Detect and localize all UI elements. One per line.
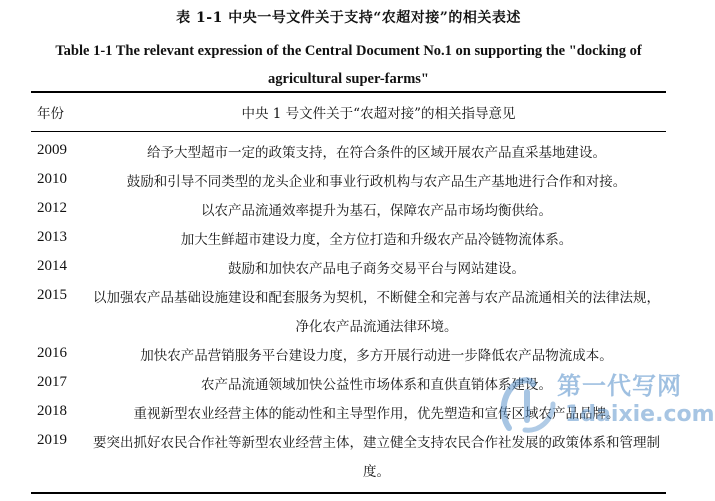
watermark-logo-icon (495, 370, 565, 440)
table-row (31, 222, 666, 251)
table-row (31, 164, 666, 193)
row-text: 给予大型超市一定的政策支持，在符合条件的区域开展农产品直采基地建设。 (147, 145, 606, 161)
row-text: 加快农产品营销服务平台建设力度，多方开展行动进一步降低农产品物流成本。 (140, 348, 613, 364)
row-year: 2012 (37, 200, 67, 216)
table-caption-en: Table 1-1 The relevant expression of the Central Document No.1 on supporting the "docking of agricultural super-farms" (55, 43, 642, 87)
row-year: 2019 (37, 432, 67, 448)
row-year: 2013 (37, 229, 67, 245)
table-row (31, 280, 666, 338)
row-year: 2015 (37, 287, 67, 303)
row-text: 农产品流通领域加快公益性市场体系和直供直销体系建设。 (201, 377, 552, 393)
row-year: 2017 (37, 374, 67, 390)
row-year: 2016 (37, 345, 67, 361)
table-row (31, 251, 666, 280)
row-text: 加大生鲜超市建设力度，全方位打造和升级农产品冷链物流体系。 (180, 232, 573, 248)
row-year: 2014 (37, 258, 67, 274)
table-caption-cn: 表 1-1 中央一号文件关于支持“农超对接”的相关表述 (176, 10, 521, 26)
header-opinion: 中央 1 号文件关于“农超对接”的相关指导意见 (241, 106, 516, 122)
watermark (495, 362, 715, 452)
watermark-text-url: 1daixie.com (565, 402, 715, 427)
row-text: 鼓励和引导不同类型的龙头企业和事业行政机构与农产品生产基地进行合作和对接。 (126, 174, 627, 190)
watermark-text-cn: 第一代写网 (557, 372, 682, 400)
row-year: 2009 (37, 142, 67, 158)
row-text: 以农产品流通效率提升为基石，保障农产品市场均衡供给。 (201, 203, 552, 219)
row-year: 2010 (37, 171, 67, 187)
row-text: 以加强农产品基础设施建设和配套服务为契机，不断健全和完善与农产品流通相关的法律法规，净化农产品流通法律环境。 (93, 290, 660, 335)
table-header-rule (31, 131, 666, 132)
table-row (31, 193, 666, 222)
row-text: 鼓励和加快农产品电子商务交易平台与网站建设。 (228, 261, 525, 277)
table-header (31, 93, 666, 131)
table-bottom-rule (31, 492, 666, 494)
row-text: 重视新型农业经营主体的能动性和主导型作用，优先塑造和宣传区域农产品品牌。 (133, 406, 620, 422)
header-year: 年份 (37, 106, 64, 122)
table-row (31, 135, 666, 164)
row-text: 要突出抓好农民合作社等新型农业经营主体，建立健全支持农民合作社发展的政策体系和管理制度。 (93, 435, 660, 480)
row-year: 2018 (37, 403, 67, 419)
